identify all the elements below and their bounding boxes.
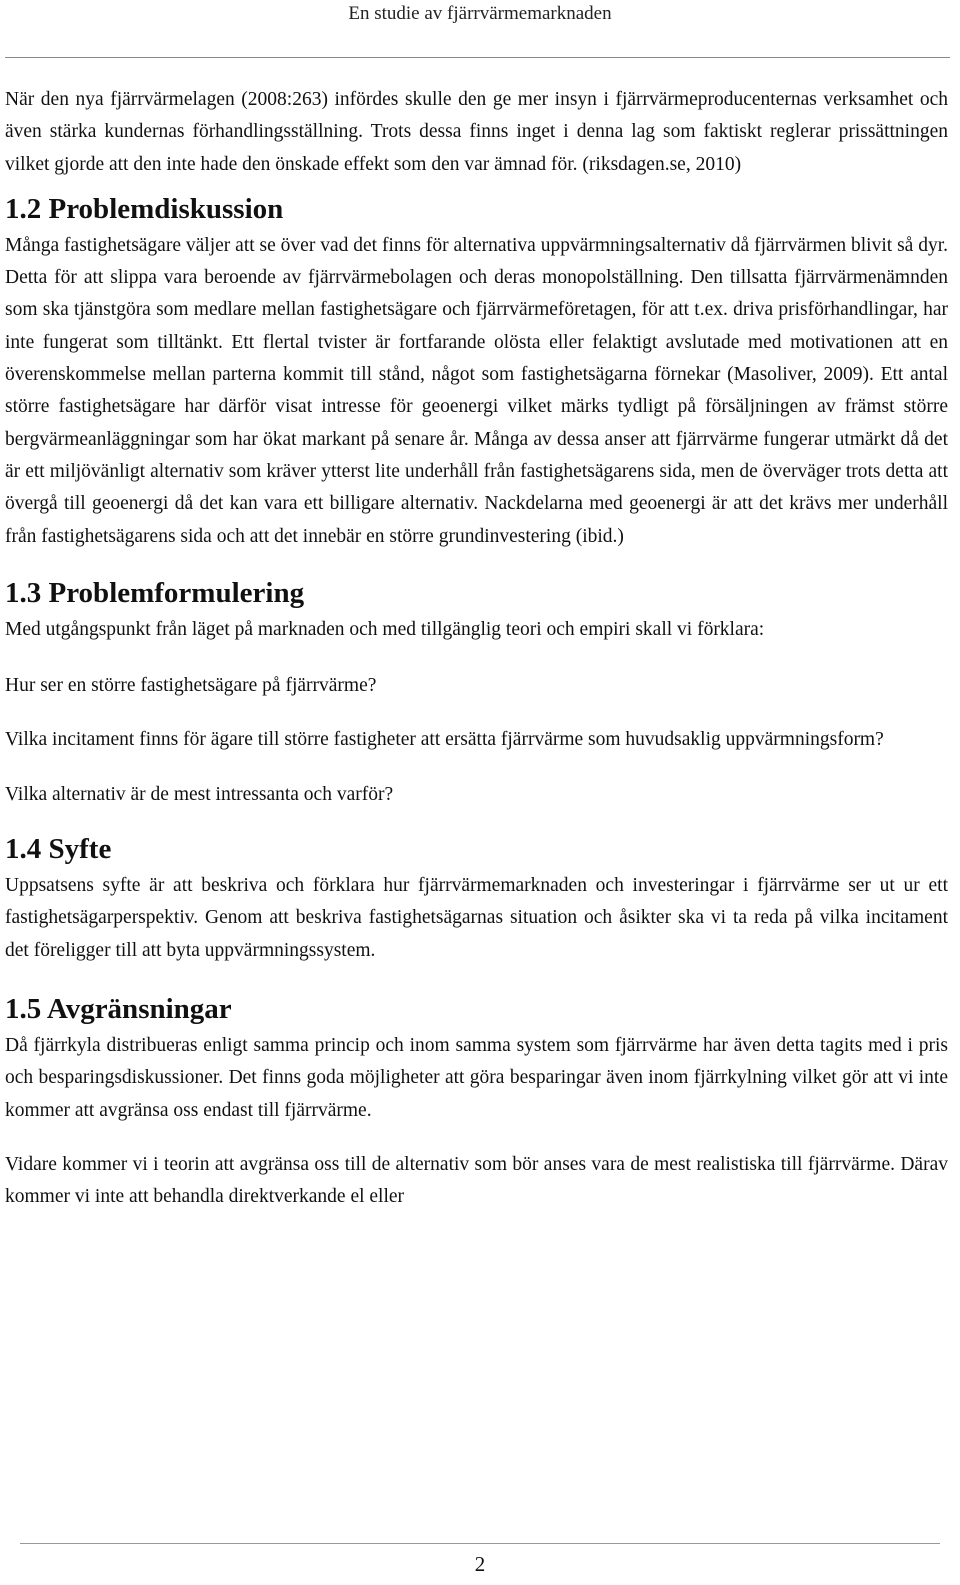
problemdiskussion-paragraph: Många fastighetsägare väljer att se över vad det finns för alternativa uppvärmningsalternativ då fjärrvärmen blivit så dyr. Detta för att slippa vara beroende av fjärrvärmebolagen och deras monopolställning. Den tillsatta fjärrvärmenämnden som ska tjänstgöra som medlare mellan fastighetsägare och fjärrvärmeföretagen, för att t.ex. driva prisförhandlingar, har inte fungerat som tilltänkt. Ett flertal tvister är fortfarande olösta eller felaktigt avslutade med motivationen att en överenskommelse mellan parterna kommit till stånd, något som fastighetsägarna förnekar (Masoliver, 2009). Ett antal större fastighetsägare har därför visat intresse för geoenergi vilket märks tydligt på försäljningen av främst större bergvärmeanläggningar som har ökat markant på senare år. Många av dessa anser att fjärrvärme fungerar utmärkt då det är ett miljövänligt alternativ som kräver ytterst lite underhåll från fastighetsägarens sida, men de överväger trots detta att övergå till geoenergi då det kan vara ett billigare alternativ. Nackdelarna med geoenergi är att det krävs mer underhåll från fastighetsägarens sida och att det innebär en större grundinvestering (ibid.) [5, 234, 948, 547]
running-header: En studie av fjärrvärmemarknaden [348, 3, 612, 24]
header-rule [5, 57, 950, 58]
page-number: 2 [474, 1552, 486, 1576]
intro-paragraph: När den nya fjärrvärmelagen (2008:263) infördes skulle den ge mer insyn i fjärrvärmeproducenternas verksamhet och även stärka kundernas förhandlingsställning. Trots dessa finns inget i denna lag som faktiskt reglerar prissättningen vilket gjorde att den inte hade den önskade effekt som den var ämnad för. (riksdagen.se, 2010) [5, 89, 948, 175]
page-body [5, 84, 948, 1213]
section-heading-problemdiskussion: 1.2 Problemdiskussion [5, 192, 284, 225]
section-heading-avgransningar: 1.5 Avgränsningar [5, 992, 232, 1025]
section-heading-syfte: 1.4 Syfte [5, 833, 112, 866]
research-question: Vilka alternativ är de mest intressanta och varför? [5, 783, 394, 805]
problemformulering-paragraph: Med utgångspunkt från läget på marknaden och med tillgänglig teori och empiri skall vi förklara: [5, 618, 765, 640]
research-question: Hur ser en större fastighetsägare på fjärrvärme? [5, 675, 377, 697]
research-question: Vilka incitament finns för ägare till större fastigheter att ersätta fjärrvärme som huvudsaklig uppvärmningsform? [5, 729, 884, 751]
footer-rule [20, 1543, 940, 1544]
avgransningar-paragraph-1: Då fjärrkyla distribueras enligt samma princip och inom samma system som fjärrvärme har även detta tagits med i pris och besparingsdiskussioner. Det finns goda möjligheter att göra besparingar även inom fjärrkylning vilket gör att vi inte kommer att avgränsa oss endast till fjärrvärme. [5, 1034, 948, 1121]
section-heading-problemformulering: 1.3 Problemformulering [5, 576, 305, 609]
syfte-paragraph: Uppsatsens syfte är att beskriva och förklara hur fjärrvärmemarknaden och investeringar i fjärrvärme ser ut ur ett fastighetsägarperspektiv. Genom att beskriva fastighetsägarnas situation och åsikter ska vi ta reda på vilka incitament det föreligger till att byta uppvärmningssystem. [5, 875, 948, 961]
avgransningar-paragraph-2: Vidare kommer vi i teorin att avgränsa oss till de alternativ som bör anses vara de mest realistiska till fjärrvärme. Därav kommer vi inte att behandla direktverkande el eller [5, 1153, 948, 1208]
